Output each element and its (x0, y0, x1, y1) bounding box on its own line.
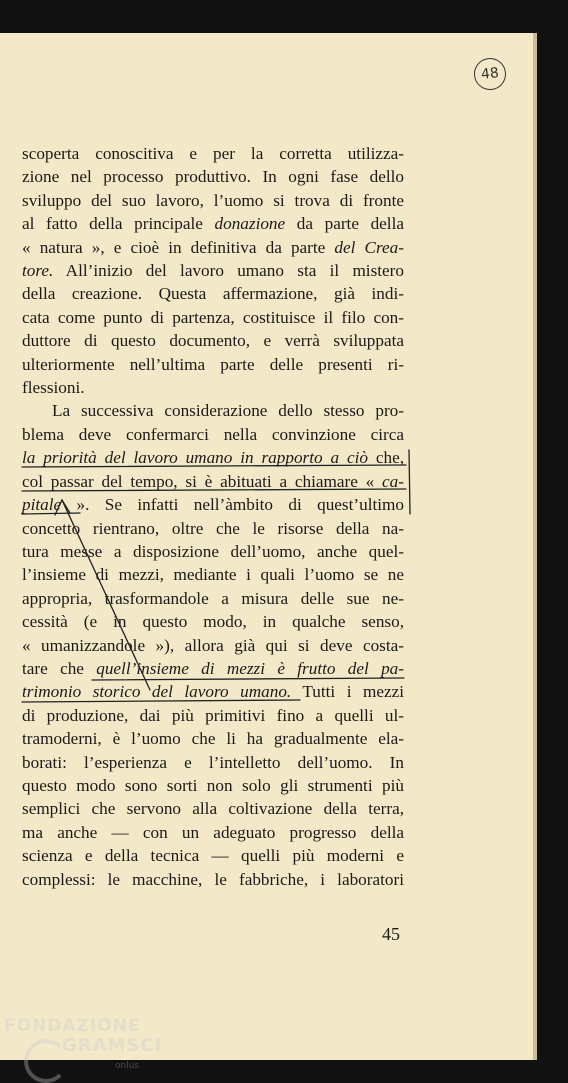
text-line: zione nel processo produttivo. In ogni fase dello (22, 167, 404, 187)
text-line: La successiva considerazione dello stesso pro- (52, 401, 404, 421)
text-line: col passar del tempo, si è abituati a chiamare « ca- (22, 471, 404, 491)
text-line: ulteriormente nell’ultima parte delle presenti ri- (22, 354, 404, 374)
text-line: l’insieme di mezzi, mediante i quali l’uomo se ne (22, 565, 404, 585)
watermark-logo-icon (24, 1039, 68, 1083)
text-line: cessità (e in questo modo, in qualche senso, (22, 612, 404, 632)
text-line: della creazione. Questa affermazione, già indi- (22, 284, 404, 304)
archive-watermark (4, 1016, 163, 1071)
text-line: flessioni. (22, 378, 85, 398)
handwritten-page-number: 48 (472, 56, 507, 91)
text-line: scienza e della tecnica — quelli più moderni e (22, 846, 404, 866)
watermark-line: FONDAZIONE (4, 1016, 141, 1036)
text-line: duttore di questo documento, e verrà sviluppata (22, 331, 404, 351)
text-line: tore. All’inizio del lavoro umano sta il mistero (22, 261, 404, 281)
text-line: scoperta conoscitiva e per la corretta utilizza- (22, 144, 404, 163)
text-line: sviluppo del suo lavoro, l’uomo si trova di fronte (22, 190, 404, 210)
text-line: cata come punto di partenza, costituisce il filo con- (22, 307, 404, 327)
text-line: al fatto della principale donazione da parte della (22, 214, 404, 234)
text-line: la priorità del lavoro umano in rapporto a ciò che, (22, 448, 404, 468)
text-line: pitale ». Se infatti nell’àmbito di quest’ultimo (22, 495, 404, 515)
text-line: tura messe a disposizione dell’uomo, anche quel- (22, 541, 404, 561)
text-line: di produzione, dai più primitivi fino a quelli ul- (22, 705, 404, 725)
text-line: tare che quell’insieme di mezzi è frutto del pa- (22, 658, 404, 678)
text-line: concetto rientrano, oltre che le risorse della na- (22, 518, 404, 538)
text-line: trimonio storico del lavoro umano. Tutti i mezzi (22, 682, 404, 702)
text-line: tramoderni, è l’uomo che li ha gradualmente ela- (22, 729, 404, 749)
text-line: blema deve confermarci nella convinzione circa (22, 424, 404, 444)
text-line: questo modo sono sorti non solo gli strumenti più (22, 775, 404, 795)
text-line: semplici che servono alla coltivazione della terra, (22, 799, 404, 819)
watermark-line: onlus (115, 1061, 140, 1071)
text-line: ma anche — con un adeguato progresso della (22, 822, 404, 842)
watermark-line: GRAMSCI (62, 1035, 163, 1056)
text-line: complessi: le macchine, le fabbriche, i laboratori (22, 869, 404, 889)
page-edge (533, 33, 537, 1060)
page-number: 45 (382, 924, 400, 944)
text-line: appropria, trasformandole a misura delle sue ne- (22, 588, 404, 608)
text-line: « umanizzandole »), allora già qui si deve costa- (22, 635, 404, 655)
text-line: « natura », e cioè in definitiva da parte del Crea- (22, 237, 404, 257)
text-line: borati: l’esperienza e l’intelletto dell’uomo. In (22, 752, 404, 772)
body-text (22, 142, 404, 891)
